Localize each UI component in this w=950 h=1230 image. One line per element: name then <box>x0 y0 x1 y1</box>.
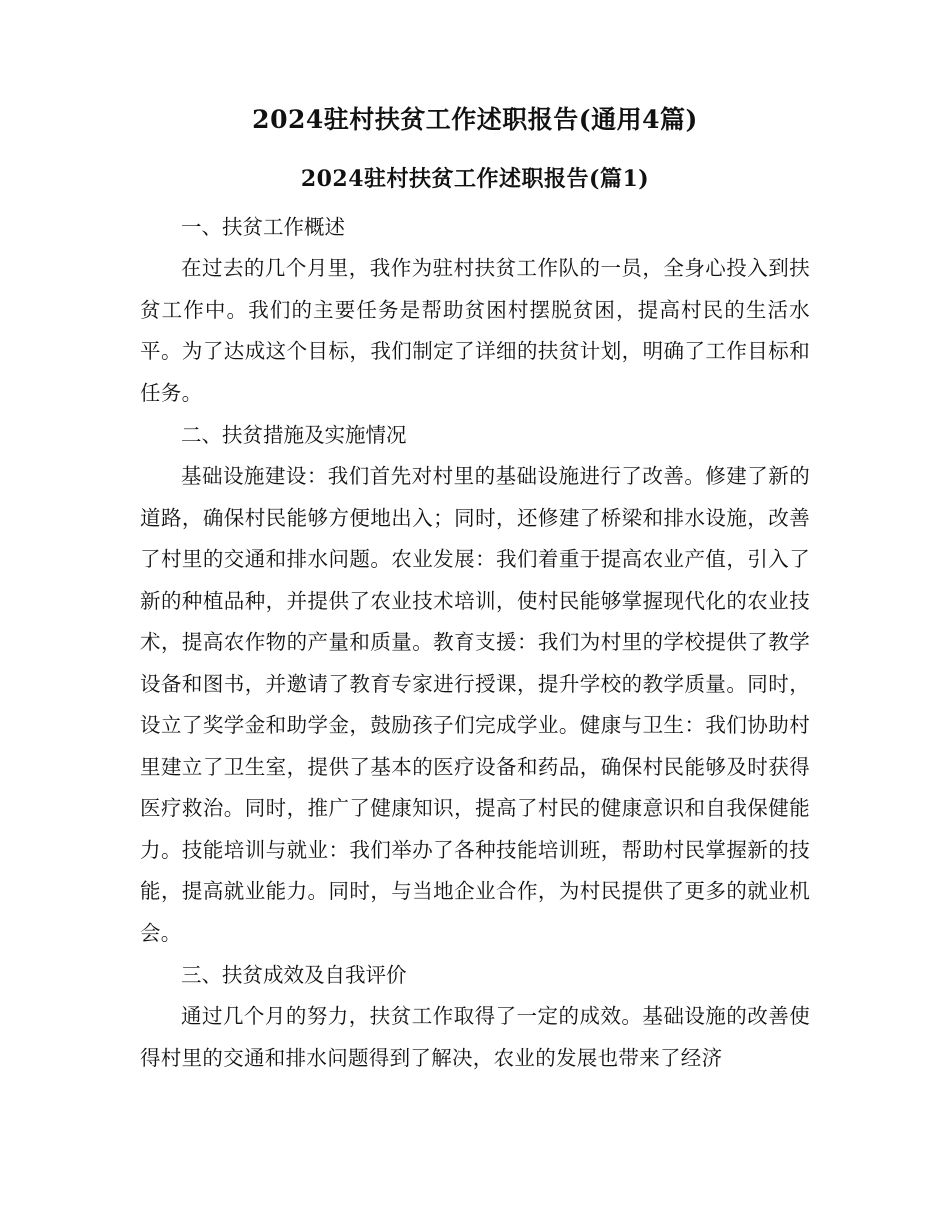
paragraph-measures: 基础设施建设：我们首先对村里的基础设施进行了改善。修建了新的道路，确保村民能够方便地出入；同时，还修建了桥梁和排水设施，改善了村里的交通和排水问题。农业发展：我们着重于提高农业产值，引入了新的种植品种，并提供了农业技术培训，使村民能够掌握现代化的农业技术，提高农作物的产量和质量。教育支援：我们为村里的学校提供了教学设备和图书，并邀请了教育专家进行授课，提升学校的教学质量。同时，设立了奖学金和助学金，鼓励孩子们完成学业。健康与卫生：我们协助村里建立了卫生室，提供了基本的医疗设备和药品，确保村民能够及时获得医疗救治。同时，推广了健康知识，提高了村民的健康意识和自我保健能力。技能培训与就业：我们举办了各种技能培训班，帮助村民掌握新的技能，提高就业能力。同时，与当地企业合作，为村民提供了更多的就业机会。 <box>140 464 810 945</box>
paragraph-results: 通过几个月的努力，扶贫工作取得了一定的成效。基础设施的改善使得村里的交通和排水问题得到了解决，农业的发展也带来了经济 <box>140 1004 810 1070</box>
heading-results: 三、扶贫成效及自我评价 <box>181 963 407 987</box>
heading-measures: 二、扶贫措施及实施情况 <box>181 423 407 447</box>
paragraph-overview: 在过去的几个月里，我作为驻村扶贫工作队的一员，全身心投入到扶贫工作中。我们的主要任务是帮助贫困村摆脱贫困，提高村民的生活水平。为了达成这个目标，我们制定了详细的扶贫计划，明确了工作目标和任务。 <box>140 256 810 405</box>
section-title: 2024驻村扶贫工作述职报告(篇1) <box>300 166 650 192</box>
document-title: 2024驻村扶贫工作述职报告(通用4篇) <box>252 105 698 134</box>
heading-overview: 一、扶贫工作概述 <box>181 215 345 239</box>
